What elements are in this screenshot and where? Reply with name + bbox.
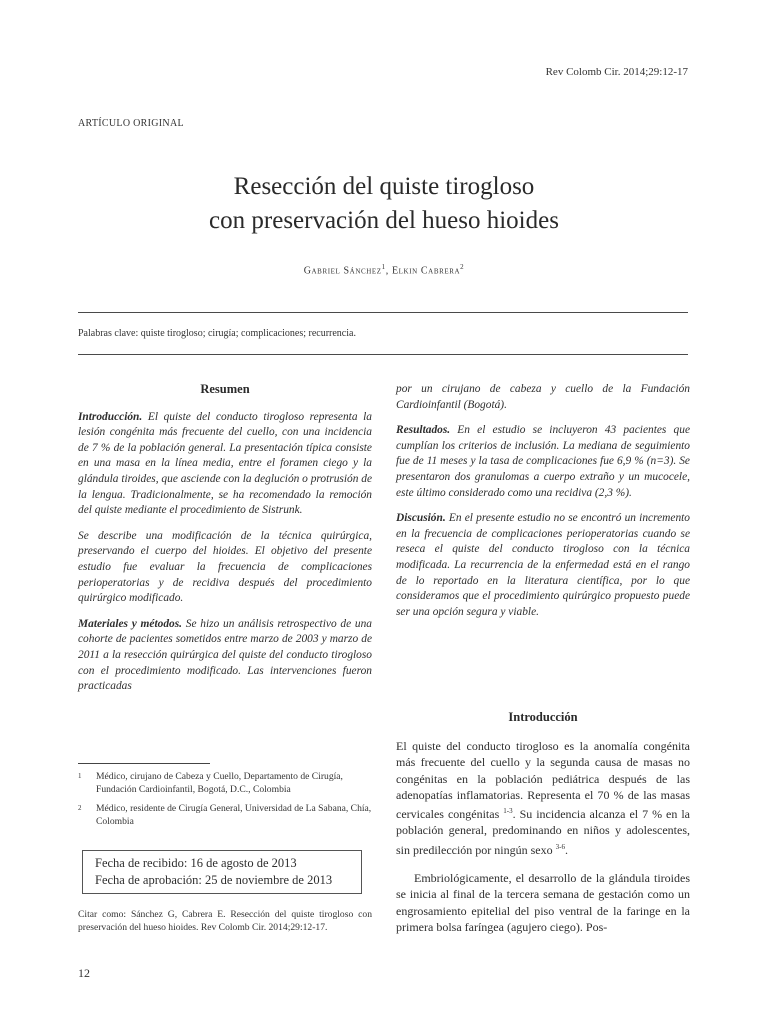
results-text: En el estudio se incluyeron 43 pacientes que cumplían los criterios de inclusión. La mediana de seguimiento fue de 11 meses y la tasa de complicaciones fue 6,9 % (n=3). Se presentaron dos granulomas a cuerpo extraño y un mucocele, este último considerado como una recidiva (2,3 %). [396, 424, 690, 499]
introduction-paragraph-2: Embriológicamente, el desarrollo de la glándula tiroides se inicia al final de la tercera semana de gestación como un engrosamiento epitelial del piso ventral de la faringe en la primera bolsa faríngea (agujero ciego). Pos- [396, 871, 690, 934]
authors [0, 263, 768, 276]
footnote-divider [78, 763, 210, 764]
intro-text: El quiste del conducto tirogloso representa la lesión congénita más frecuente del cuello, con una incidencia de 7 % de la población general. La presentación típica consiste en una masa en la línea media, entre el foramen ciego y la glándula tiroides, que asciende con la deglución o protrusión de la lengua. Tradicionalmente, se ha recomendado la remoción del quiste mediante el procedimiento de Sistrunk. [78, 410, 373, 517]
abstract-introduction-2: Se describe una modificación de la técnica quirúrgica, preservando el cuerpo del hioides. El objetivo del presente estudio fue evaluar la frecuencia de complicaciones perioperatorias y de recidiva después del procedimiento quirúrgico modificado. [78, 529, 372, 605]
footnote-1 [78, 770, 372, 796]
citation-ref-2: 3-6 [555, 842, 565, 851]
section-tag: ARTÍCULO ORIGINAL [78, 118, 184, 129]
introduction-body [396, 738, 690, 947]
abstract-heading: Resumen [200, 382, 250, 396]
title-line-2: con preservación del hueso hioides [209, 207, 559, 234]
discussion-text: En el presente estudio no se encontró un incremento en la frecuencia de complicaciones perioperatorias cuando se reseca el quiste del conducto tirogloso con la técnica modificada. La recurrencia de la enfermedad está en el rango de lo reportado en la literatura científica, por lo que consideramos que el procedimiento quirúrgico propuesto puede ser una opción segura y viable. [396, 512, 690, 618]
footnote-mark: 1 [78, 772, 82, 780]
keywords: Palabras clave: quiste tirogloso; cirugía; complicaciones; recurrencia. [78, 328, 356, 339]
intro-p1-part-a: El quiste del conducto tirogloso es la anomalía congénita más frecuente del cuello y la segunda causa de masas no congénitas en la población pediátrica después de las adenopatías inflamatorias. Representa el 70 % de las masas cervicales congénitas [396, 739, 690, 822]
approved-date: Fecha de aprobación: 25 de noviembre de 2013 [95, 873, 333, 887]
introduction-paragraph-1 [396, 738, 690, 858]
author-2-affiliation: 2 [460, 263, 465, 271]
abstract-methods-continued: por un cirujano de cabeza y cuello de la Fundación Cardioinfantil (Bogotá). [396, 383, 690, 411]
footnote-2 [78, 802, 372, 828]
footnote-text: Médico, cirujano de Cabeza y Cuello, Departamento de Cirugía, Fundación Cardioinfantil, Bogotá, D.C., Colombia [96, 771, 343, 795]
abstract-left-column [78, 382, 372, 705]
author-1: Gabriel Sánchez [303, 265, 382, 277]
abstract-right-column [396, 382, 690, 630]
citation: Citar como: Sánchez G, Cabrera E. Resección del quiste tirogloso con preservación del hueso hioides. Rev Colomb Cir. 2014;29:12-17. [78, 909, 372, 933]
intro-p1-part-c: . [564, 842, 568, 857]
citation-ref-1: 1-3 [503, 807, 513, 816]
footnote-text: Médico, residente de Cirugía General, Universidad de La Sabana, Chía, Colombia [96, 803, 372, 827]
methods-text: Se hizo un análisis retrospectivo de una cohorte de pacientes sometidos entre marzo de 2003 y marzo de 2011 a la resección quirúrgica del quiste del conducto tirogloso con el procedimiento modificado. Las intervenciones fueron practicadas [78, 617, 372, 693]
abstract-results [396, 423, 690, 501]
methods-lead: Materiales y métodos. [78, 617, 183, 630]
title-line-1: Resección del quiste tirogloso [233, 173, 535, 200]
abstract-methods [78, 617, 372, 695]
discussion-lead: Discusión. [396, 512, 446, 525]
article-title [0, 170, 768, 238]
dates-box [82, 850, 362, 894]
abstract-introduction [78, 410, 372, 519]
footnotes [78, 770, 372, 834]
intro-lead: Introducción. [78, 410, 143, 423]
author-2: Elkin Cabrera [391, 265, 461, 277]
keywords-divider [78, 354, 688, 355]
journal-reference: Rev Colomb Cir. 2014;29:12-17 [545, 66, 688, 78]
author-1-affiliation: 1 [381, 263, 386, 271]
introduction-heading: Introducción [508, 710, 578, 724]
intro-p1-part-b: . Su incidencia alcanza el 7 % en la población general, predominando en niños y adolescentes, sin predilección por ningún sexo [396, 807, 691, 857]
author-separator: , [385, 265, 392, 277]
page-number: 12 [78, 966, 90, 980]
received-date: Fecha de recibido: 16 de agosto de 2013 [95, 856, 297, 870]
abstract-discussion [396, 511, 690, 620]
top-divider [78, 312, 688, 313]
results-lead: Resultados. [396, 424, 451, 437]
footnote-mark: 2 [78, 804, 82, 812]
